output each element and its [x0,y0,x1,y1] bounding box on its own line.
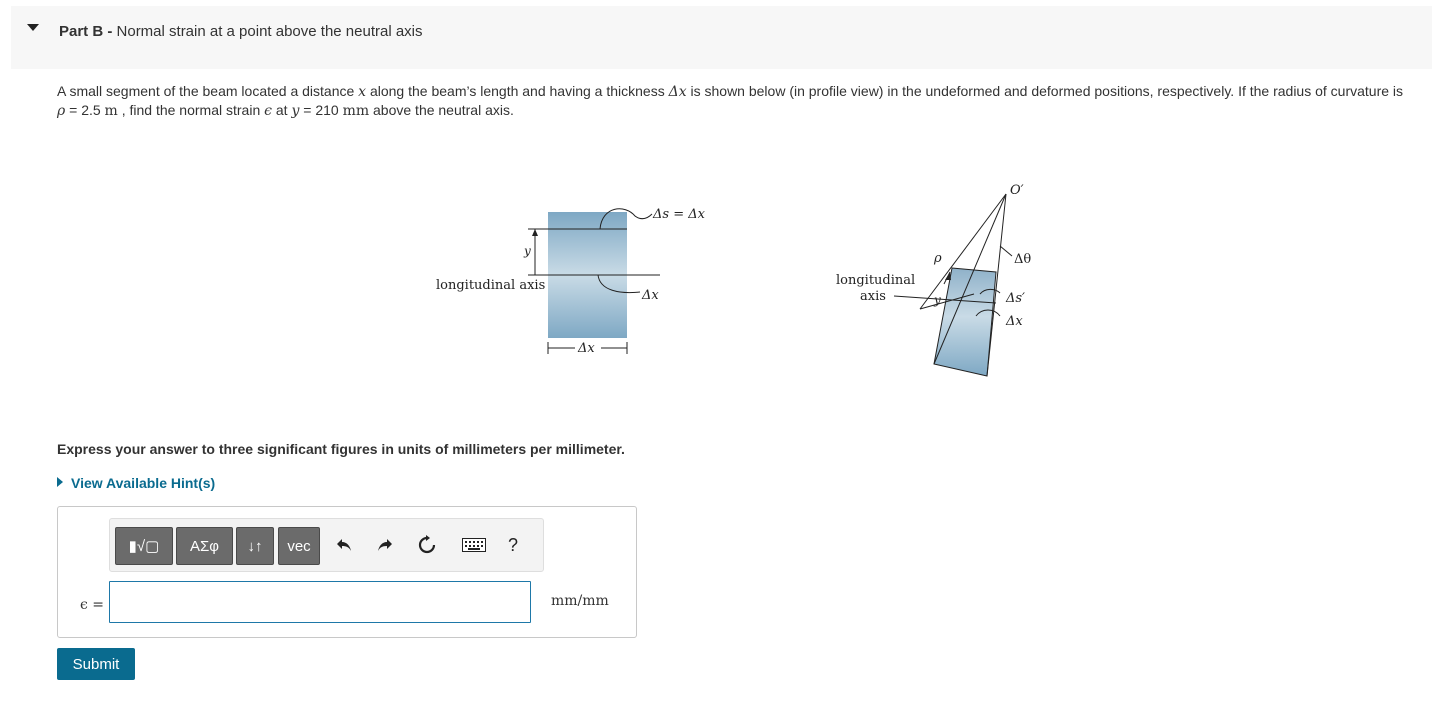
vector-button[interactable]: vec [278,527,320,565]
reset-icon[interactable] [415,533,439,557]
answer-input[interactable] [109,581,531,623]
redo-icon[interactable] [373,533,397,557]
ds-eq-dx-label: Δs = Δx [653,207,705,222]
o-prime-label: O′ [1010,183,1024,198]
collapse-toggle-icon[interactable] [27,24,39,31]
help-button[interactable]: ? [507,534,518,555]
part-title: Part B - Normal strain at a point above the neutral axis [59,23,423,40]
keyboard-icon[interactable] [460,533,488,557]
longitudinal-axis-label: longitudinal axis [436,278,546,293]
problem-statement: A small segment of the beam located a distance x along the beam’s length and having a thickness Δx is shown below (in profile view) in the undeformed and deformed positions, respectively. If the radius of curvature is ρ = 2.5 m , find the normal strain ϵ at y = 210 mm above the neutral axis. [57,83,1404,119]
rho-label: ρ [934,251,942,266]
longitudinal-label: longitudinal [836,273,916,288]
expand-triangle-icon [57,477,63,487]
submit-button[interactable]: Submit [57,648,135,680]
y-label-left: y [524,244,531,258]
greek-symbols-button[interactable]: ΑΣφ [176,527,233,565]
axis-label: axis [860,289,886,304]
dx-right-label: Δx [1006,314,1023,329]
answer-panel [57,506,637,638]
dx-bottom-label: Δx [578,341,595,356]
dx-mid-label: Δx [642,288,659,303]
math-toolbar [109,518,544,572]
answer-label: ϵ = [80,597,105,613]
undo-icon[interactable] [332,533,356,557]
answer-units: mm/mm [551,593,609,609]
beam-segment-figure [420,176,1060,386]
subscript-superscript-button[interactable]: ↓↑ [236,527,274,565]
answer-instruction: Express your answer to three significant figures in units of millimeters per millimeter. [57,441,625,457]
ds-prime-label: Δs′ [1006,291,1026,306]
y-label-right: y [934,293,941,307]
undeformed-segment [528,209,660,356]
dtheta-label: Δθ [1014,252,1032,267]
view-hints-link[interactable]: View Available Hint(s) [57,475,215,491]
templates-button[interactable]: ▮√▢ [115,527,173,565]
